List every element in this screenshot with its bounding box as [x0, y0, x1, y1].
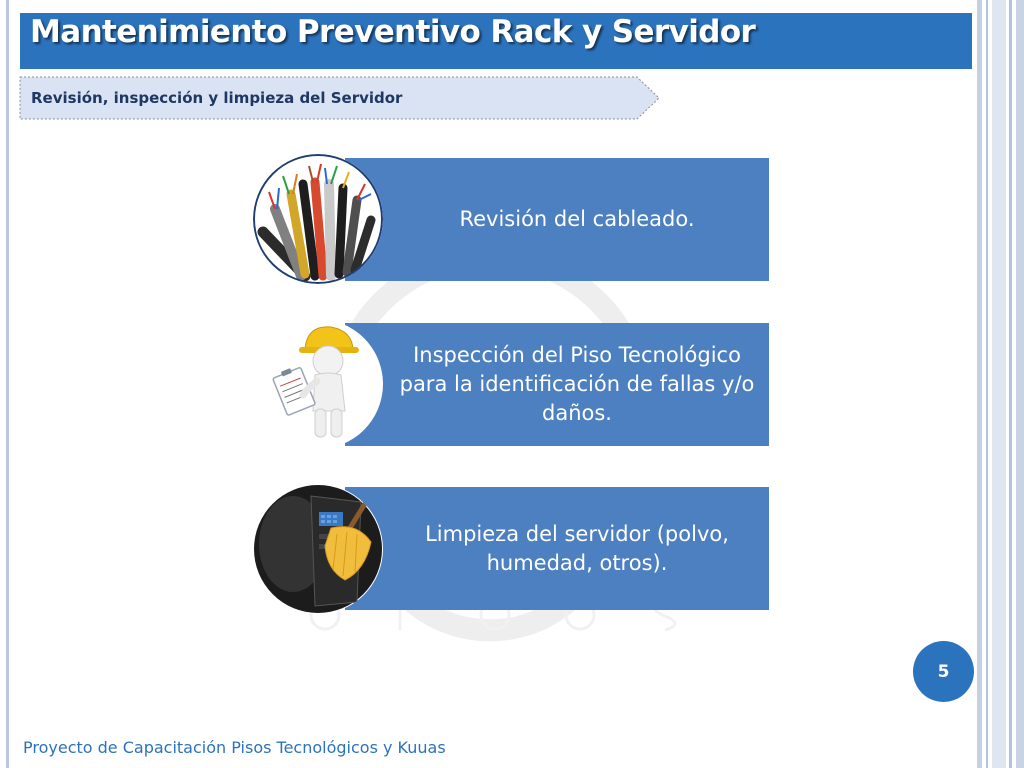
cables-image — [253, 154, 383, 284]
step-text-1: Revisión del cableado. — [459, 207, 695, 231]
server-with-broom-image — [253, 484, 383, 614]
left-border-rule — [6, 0, 9, 768]
step-text-2: Inspección del Piso Tecnológico para la identificación de fallas y/o daños. — [399, 343, 755, 425]
step-box-1 — [345, 158, 769, 281]
inspector-with-clipboard-image — [253, 319, 383, 449]
slide-subtitle: Revisión, inspección y limpieza del Servidor — [31, 89, 403, 107]
step-box-2 — [345, 323, 769, 446]
step-text-3: Limpieza del servidor (polvo, humedad, otros). — [425, 521, 729, 575]
step-box-3 — [345, 487, 769, 610]
right-border-decoration — [974, 0, 1024, 768]
slide-title: Mantenimiento Preventivo Rack y Servidor — [30, 14, 756, 50]
footer-text: Proyecto de Capacitación Pisos Tecnológicos y Kuuas — [23, 738, 446, 757]
page-number-badge: 5 — [913, 641, 974, 702]
